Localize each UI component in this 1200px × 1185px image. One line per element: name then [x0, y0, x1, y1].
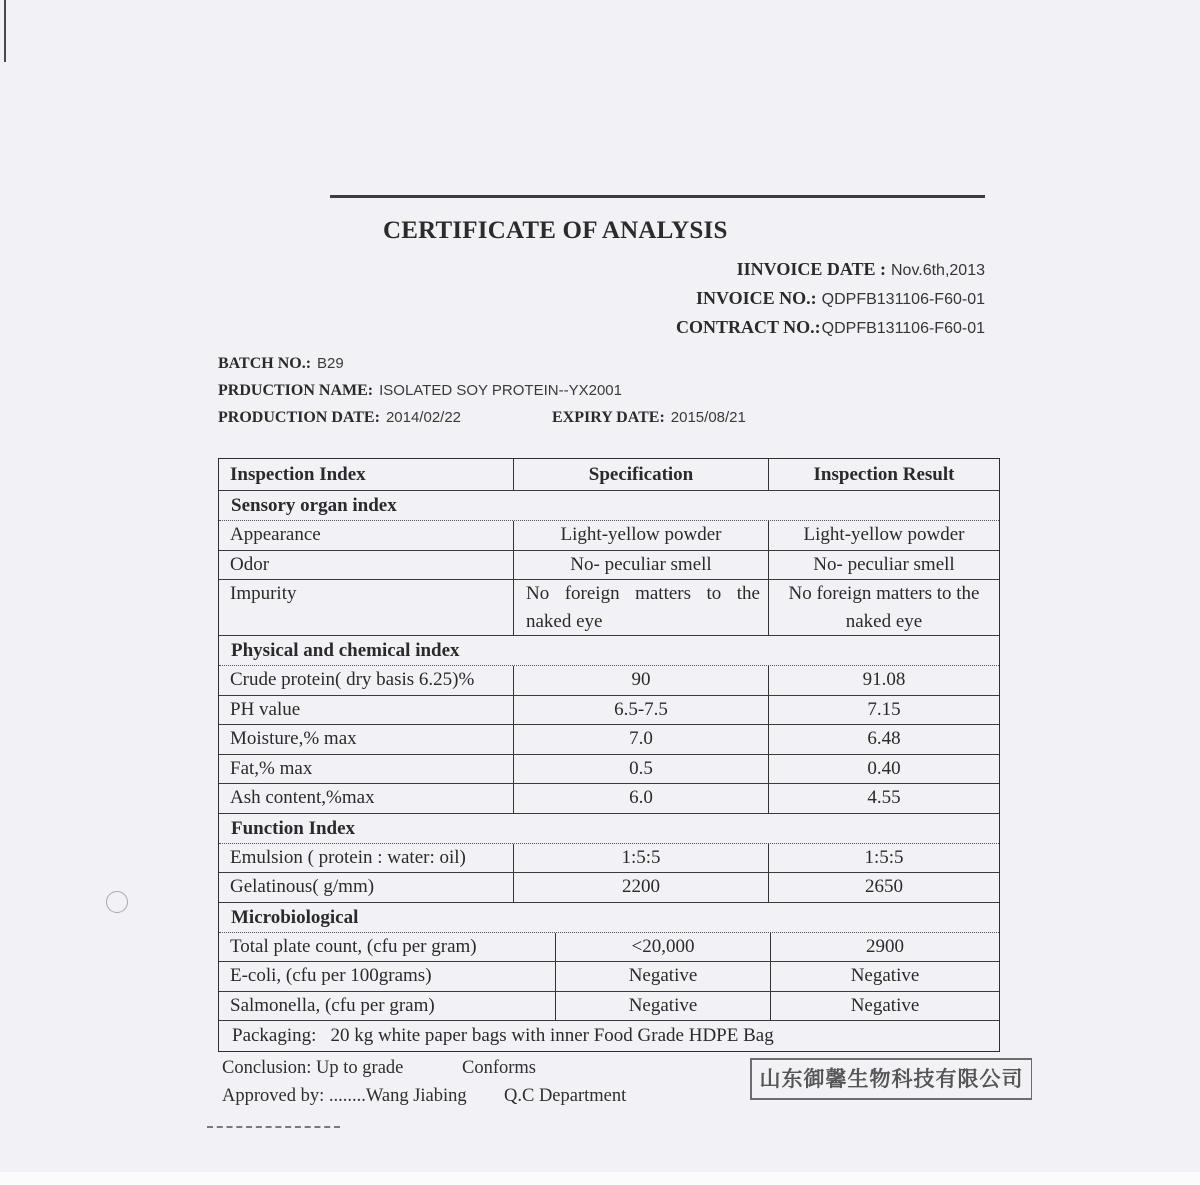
- specification-cell: 6.5-7.5: [514, 696, 769, 725]
- production-name-value: ISOLATED SOY PROTEIN--YX2001: [379, 382, 622, 399]
- invoice-date-label: IINVOICE DATE :: [736, 259, 886, 279]
- inspection-result-cell: 7.15: [867, 698, 901, 720]
- table-row: [219, 784, 999, 814]
- invoice-date-value: Nov.6th,2013: [891, 262, 985, 279]
- table-section: [219, 814, 999, 903]
- invoice-number-line: [676, 284, 985, 313]
- table-row: [219, 666, 999, 696]
- inspection-result-cell: 91.08: [862, 669, 906, 690]
- packaging-cell: [219, 1021, 999, 1051]
- invoice-block: [676, 255, 985, 342]
- table-row: [219, 580, 999, 636]
- inspection-result-cell: Negative: [850, 965, 920, 986]
- packaging-label: Packaging:: [232, 1025, 317, 1046]
- specification-cell: 2200: [514, 873, 769, 902]
- inspection-result-cell: Negative: [850, 994, 920, 1016]
- specification-cell: No- peculiar smell: [514, 551, 769, 580]
- conclusion-line: [222, 1054, 742, 1082]
- contract-number-line: [676, 313, 985, 342]
- specification-cell: 1:5:5: [514, 844, 769, 873]
- inspection-index-cell: Moisture,% max: [219, 725, 514, 754]
- table-section: [219, 636, 999, 814]
- contract-number-value: QDPFB131106-F60-01: [821, 320, 985, 337]
- specification-cell: No foreign matters to the naked eye: [514, 580, 769, 635]
- section-title: Physical and chemical index: [231, 640, 460, 661]
- batch-number-value: B29: [317, 355, 344, 372]
- inspection-result-cell: 4.55: [867, 787, 901, 808]
- inspection-result-cell: 0.40: [867, 757, 901, 779]
- table-section: [219, 491, 999, 636]
- specification-cell: 7.0: [514, 725, 769, 754]
- batch-number-line: [218, 350, 838, 377]
- inspection-result-cell: 1:5:5: [864, 846, 904, 868]
- scan-bottom-edge: [0, 1172, 1200, 1185]
- product-block: [218, 350, 838, 431]
- production-name-line: [218, 377, 838, 404]
- inspection-result-cell: 2900: [866, 935, 904, 957]
- table-row: [219, 844, 999, 874]
- production-name-label: PRDUCTION NAME:: [218, 382, 374, 399]
- company-stamp: 山东御馨生物科技有限公司: [750, 1058, 1032, 1100]
- inspection-index-cell: Emulsion ( protein : water: oil): [219, 844, 514, 873]
- specification-cell: 0.5: [514, 755, 769, 784]
- title-rule: [330, 195, 985, 198]
- production-date-label: PRODUCTION DATE:: [218, 409, 380, 426]
- expiry-date: [552, 404, 746, 431]
- inspection-index-cell: PH value: [219, 696, 514, 725]
- inspection-index-cell: Salmonella, (cfu per gram): [219, 992, 556, 1021]
- header-inspection-index: Inspection Index: [219, 459, 514, 490]
- section-title-row: [219, 903, 999, 933]
- conclusion-result: Conforms: [462, 1058, 536, 1078]
- inspection-index-cell: Gelatinous( g/mm): [219, 873, 514, 902]
- production-date-value: 2014/02/22: [385, 409, 462, 426]
- document-title: CERTIFICATE OF ANALYSIS: [383, 217, 728, 244]
- scan-dash-mark: [207, 1126, 340, 1128]
- table-row: [219, 696, 999, 726]
- invoice-number-label: INVOICE NO.:: [696, 288, 817, 308]
- approval-line: [222, 1082, 742, 1110]
- expiry-date-label: EXPIRY DATE:: [552, 409, 665, 426]
- footer-block: [222, 1054, 742, 1110]
- packaging-row: [219, 1021, 999, 1051]
- specification-cell: 6.0: [514, 784, 769, 813]
- section-title-row: [219, 636, 999, 666]
- table-row: [219, 551, 999, 581]
- batch-number-label: BATCH NO.:: [218, 355, 312, 372]
- section-title-row: [219, 491, 999, 521]
- inspection-index-cell: Total plate count, (cfu per gram): [219, 933, 556, 962]
- table-header-row: [219, 459, 999, 491]
- table-row: [219, 873, 999, 903]
- inspection-result-cell: 2650: [865, 876, 903, 897]
- specification-cell: Negative: [556, 962, 771, 991]
- section-title: Microbiological: [231, 906, 359, 928]
- specification-cell: Light-yellow powder: [514, 521, 769, 550]
- section-title: Sensory organ index: [231, 495, 397, 516]
- table-row: [219, 755, 999, 785]
- table-row: [219, 992, 999, 1022]
- hole-punch-mark: [106, 891, 128, 913]
- invoice-date-line: [676, 255, 985, 284]
- specification-cell: 90: [514, 666, 769, 695]
- table-row: [219, 933, 999, 963]
- header-inspection-result: Inspection Result: [813, 464, 955, 485]
- table-row: [219, 962, 999, 992]
- inspection-result-cell: 6.48: [867, 728, 901, 749]
- approved-by: Approved by: ........Wang Jiabing: [222, 1086, 467, 1106]
- inspection-index-cell: E-coli, (cfu per 100grams): [219, 962, 556, 991]
- scan-edge-mark: [4, 0, 6, 62]
- inspection-result-cell: No foreign matters to the naked eye: [788, 583, 980, 632]
- invoice-number-value: QDPFB131106-F60-01: [821, 291, 985, 308]
- section-title-row: [219, 814, 999, 844]
- department: Q.C Department: [504, 1086, 627, 1106]
- contract-number-label: CONTRACT NO.:: [675, 317, 821, 337]
- inspection-index-cell: Impurity: [219, 580, 514, 635]
- analysis-table: [218, 458, 1000, 1052]
- inspection-result-cell: No- peculiar smell: [813, 553, 955, 575]
- inspection-index-cell: Ash content,%max: [219, 784, 514, 813]
- inspection-index-cell: Appearance: [219, 521, 514, 550]
- inspection-index-cell: Odor: [219, 551, 514, 580]
- conclusion-label: Conclusion: Up to grade: [222, 1058, 404, 1078]
- specification-cell: Negative: [556, 992, 771, 1021]
- section-title: Function Index: [231, 817, 356, 839]
- table-row: [219, 521, 999, 551]
- header-specification: Specification: [514, 459, 769, 490]
- table-section: [219, 903, 999, 1022]
- dates-line: [218, 404, 838, 431]
- expiry-date-value: 2015/08/21: [670, 409, 746, 426]
- inspection-index-cell: Crude protein( dry basis 6.25)%: [219, 666, 514, 695]
- specification-cell: <20,000: [556, 933, 771, 962]
- inspection-result-cell: Light-yellow powder: [803, 524, 965, 545]
- inspection-index-cell: Fat,% max: [219, 755, 514, 784]
- packaging-value: 20 kg white paper bags with inner Food Grade HDPE Bag: [330, 1025, 774, 1046]
- table-row: [219, 725, 999, 755]
